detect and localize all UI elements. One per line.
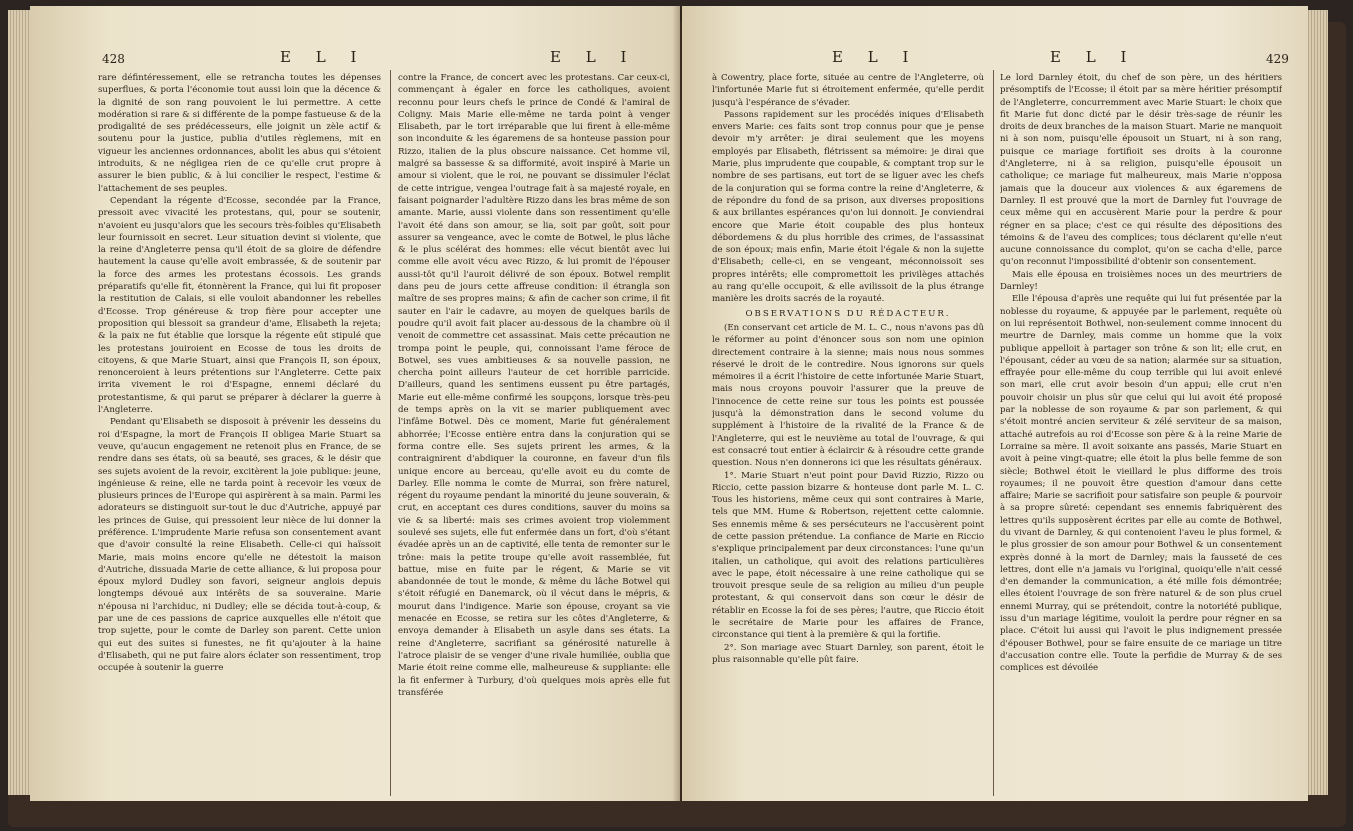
column-rule [993,70,994,796]
text-column-2 [398,72,670,797]
paragraph: Passons rapidement sur les procédés iniques d'Elisabeth envers Marie: ces faits sont trop connus pour que je pense devoir m'y arrêter: je dirai seulement que les moyens employés par Elisabeth, flétrissent sa mémoire: je dirai que Marie, plus imprudente que coupable, & comptant trop sur le nombre de ses partisans, eut tort de se liguer avec les chefs de la conjuration qui se forma contre la reine d'Angleterre, & de répondre du fond de sa prison, aux diverses propositions & aux brillantes espérances qu'on lui donnoit. Je conviendrai encore que Marie étoit coupable des plus honteux débordemens & du plus horrible des crimes, de l'assassinat de son époux; mais enfin, Marie étoit l'égale & non la sujette d'Elisabeth; celle-ci, en se vengeant, méconnoissoit ses propres intérêts; elle compromettoit les privilèges attachés au rang qu'elle occupoit, & elle avilissoit de la plus étrange manière les droits sacrés de la royauté. [712,109,984,305]
paragraph: Cependant la régente d'Ecosse, secondée par la France, pressoit avec vivacité les protestans, qui, pour se soutenir, n'avoient eu jusqu'alors que les secours très-foibles qu'Elisabeth leur fournissoit en secret. Leur situation devint si violente, que la reine d'Angleterre pensa qu'il étoit de sa gloire de défendre hautement la cause qu'elle avoit embrassée, & de soutenir par la force des armes les protestans écossois. Les grands préparatifs qu'elle fit, étonnèrent la France, qui lui fit proposer la restitution de Calais, si elle vouloit abandonner les rebelles d'Ecosse. Trop généreuse & trop fière pour accepter une proposition qui blessoit sa grandeur d'ame, Elisabeth la rejeta; & la paix ne fut établie que lorsque la régente eût stipulé que les protestans jouiroient en Ecosse de tous les droits de citoyens, & que Marie Stuart, ainsi que François II, son époux, renonceroient à leurs prétentions sur l'Angleterre. Cette paix irrita vivement le roi d'Espagne, ennemi déclaré du protestantisme, & qui parut se préparer à déclarer la guerre à l'Angleterre. [98,195,381,416]
paragraph: Elle l'épousa d'après une requête qui lui fut présentée par la noblesse du royaume, & appuyée par le parlement, requête où on lui représentoit Bothwel, non-seulement comme innocent du meurtre de Darnley, mais comme un homme que la voix publique appelloit à partager son trône & son lit; elle crut, en l'épousant, céder au vœu de sa nation; alarmée sur sa situation, effrayée pour elle-même du coup terrible qui lui avoit enlevé son mari, elle crut avoir besoin d'un appui; elle crut n'en pouvoir choisir un plus sûr que celui qui lui avoit été proposé par la noblesse de son royaume & par son parlement, & qui s'étoit montré ancien serviteur & zélé serviteur de sa maison, attaché autrefois au roi d'Ecosse son père & à la reine Marie de Lorraine sa mère. Il avoit soixante ans passés, Marie Stuart en avoit à peine vingt-quatre; elle étoit la plus belle femme de son siècle; Bothwel étoit le vieillard le plus difforme des trois royaumes; il ne pouvoit être question d'amour dans cette affaire; Marie se sacrifioit pour satisfaire son peuple & pourvoir à sa propre sûreté: cependant ses ennemis fabriquèrent des lettres qu'ils supposèrent écrites par elle au comte de Bothwel, du vivant de Darnley, & qui contenoient l'aveu le plus formel, & le plus grossier de son amour pour Bothwel & un consentement exprès donné à la mort de Darnley; mais la fausseté de ces lettres, dont elle n'a jamais vu l'original, quoiqu'elle n'ait cessé d'en demander la communication, a été mille fois démontrée; elles étoient l'ouvrage de son frère naturel & de son plus cruel ennemi Murray, qui se prétendoit, contre la notoriété publique, issu d'un mariage légitime, vouloit la perdre pour régner en sa place. C'étoit lui aussi qui l'avoit le plus indignement pressée d'épouser Bothwel, pour se faire ensuite de ce mariage un titre d'accusation contre elle. Toute la perfidie de Murray & de ses complices est dévoilée [1000,294,1282,674]
paragraph: Le lord Darnley étoit, du chef de son père, un des héritiers présomptifs de l'Ecosse; il étoit par sa mère héritier présomptif de l'Angleterre, concurremment avec Marie Stuart: le choix que fit Marie fut donc dicté par le désir très-sage de réunir les droits de deux branches de la maison Stuart. Marie ne manquoit ni à son nom, puisqu'elle épousoit un Stuart, ni à son rang, puisque ce mariage fortifioit ses droits à la couronne d'Angleterre, ni à sa religion, puisqu'elle épousoit un catholique; ce mariage fut malheureux, mais Marie n'opposa jamais que la douceur aux violences & aux égaremens de Darnley. Il est prouvé que la mort de Darnley fut l'ouvrage de ceux même qui en accusèrent Marie pour la perdre & pour régner en sa place; c'est ce qui résulte des dépositions des témoins & de l'aveu des complices; tous déclarent qu'elle n'eut aucune connoissance du complot, qu'on se cacha d'elle, parce qu'on reconnut l'impossibilité d'obtenir son consentement. [1000,73,1282,268]
page-edges-right [1306,10,1328,795]
running-header: E L I [832,48,919,66]
text-column-1 [98,72,381,797]
paragraph: 1°. Marie Stuart n'eut point pour David Rizzio, Rizzo ou Riccio, cette passion bizarre & honteuse dont parle M. L. C. Tous les historiens, même ceux qui sont contraires à Marie, tels que MM. Hume & Robertson, rejettent cette calomnie. Ses ennemis même & ses persécuteurs ne l'accusèrent point de cette passion prétendue. La confiance de Marie en Riccio s'explique principalement par deux circonstances: l'une qu'un italien, un catholique, qui avoit des relations particulières avec le pape, étoit nécessaire à une reine catholique qui se trouvoit presque seule de sa religion au milieu d'un peuple protestant, & qui conservoit dans son cœur le désir de rétablir en Ecosse la foi de ses pères; l'autre, que Riccio étoit le secrétaire de Marie pour les affaires de France, circonstance qui tient à la première & qui la fortifie. [712,470,984,641]
paragraph: (En conservant cet article de M. L. C., nous n'avons pas dû le réformer au point d'énoncer sous son nom une opinion directement contraire à la sienne; mais nous nous sommes réservé le droit de le contredire. Nous ignorons sur quels mémoires il a écrit l'histoire de cette infortunée Marie Stuart, mais nous croyons pouvoir l'assurer que la preuve de l'innocence de cette reine sur tous les points est poussée jusqu'à la démonstration dans le second volume du supplément à l'histoire de la rivalité de la France & de l'Angleterre, qui est le neuvième au total de l'ouvrage, & qui est consacré tout entier à éclaircir & à résoudre cette grande question. Nous n'en donnerons ici que les résultats généraux. [712,322,984,469]
running-header: E L I [1050,48,1137,66]
page-number: 429 [1266,52,1289,66]
page-number: 428 [102,52,125,66]
paragraph: rare défintéressement, elle se retrancha toutes les dépenses superflues, & porta l'économie tout aussi loin que la décence & la dignité de son rang pouvoient le lui permettre. A cette modération si rare & si différente de la pompe fastueuse & de la prodigalité de ses prédécesseurs, elle joignit un zèle actif & soutenu pour la justice, publia d'utiles règlemens, mit en vigueur les anciennes ordonnances, abolit les abus qui s'étoient introduits, & ne négligea rien de ce qu'elle crut propre à assurer le bien public, & à lui concilier le respect, l'estime & l'attachement de ses peuples. [98,73,381,194]
paragraph: 2°. Son mariage avec Stuart Darnley, son parent, étoit le plus raisonnable qu'elle pût faire. [712,642,984,665]
text-column-1 [712,72,984,797]
right-page [682,6,1308,801]
paragraph: contre la France, de concert avec les protestans. Car ceux-ci, commençant à égaler en force les catholiques, avoient reconnu pour leurs chefs le prince de Condé & l'amiral de Coligny. Mais Marie elle-même ne tarda point à venger Elisabeth, par le tort irréparable que lui firent à elle-même son inconduite & les égaremens de sa honteuse passion pour Rizzo, italien de la plus obscure naissance. Cet homme vil, malgré sa bassesse & sa difformité, avoit inspiré à Marie un amour si violent, que le roi, ne pouvant se dissimuler l'éclat de cette intrigue, vengea l'outrage fait à sa majesté royale, en faisant poignarder l'adultère Rizzo dans les bras même de son amante. Marie, aussi violente dans son ressentiment qu'elle l'avoit été dans son amour, se lia, soit par goût, soit pour assurer sa vengeance, avec le comte de Botwel, le plus lâche & le plus scélérat des hommes: elle vécut bientôt avec lui comme elle avoit vécu avec Rizzo, & lui promit de l'épouser aussi-tôt qu'il l'auroit délivré de son époux. Botwel remplit dans peu de jours cette affreuse condition: il étrangla son maître de ses propres mains; & afin de cacher son crime, il fit sauter en l'air le cadavre, au moyen de quelques barils de poudre qu'il avoit fait placer au-dessous de la chambre où il venoit de commettre cet assassinat. Mais cette précaution ne trompa point le peuple, qui, connoissant l'ame féroce de Botwel, ses vues ambitieuses & sa nouvelle passion, ne chercha point ailleurs l'auteur de cet horrible parricide. D'ailleurs, quand les sentimens eussent pu être partagés, Marie eut elle-même confirmé les soupçons, lorsque très-peu de temps après on la vit se marier publiquement avec l'infâme Botwel. Dès ce moment, Marie fut généralement abhorrée; l'Ecosse entière entra dans la conjuration qui se forma contre elle. Ses sujets prirent les armes, & la contraignirent d'abdiquer la couronne, en faveur d'un fils unique encore au berceau, qu'elle avoit eu du comte de Darley. Elle nomma le comte de Murrai, son frère naturel, régent du royaume pendant la minorité du jeune souverain, & crut, en acceptant ces dures conditions, sauver du moins sa vie & sa liberté: mais ses crimes avoient trop violemment soulevé ses sujets, elle fut enfermée dans un fort, d'où s'étant évadée après un an de captivité, elle tenta de remonter sur le trône: mais la petite troupe qu'elle avoit rassemblée, fut battue, mise en fuite par le régent, & Marie se vit abandonnée de tout le monde, & même du lâche Botwel qui s'étoit réfugié en Danemarck, où il vécut dans le mépris, & mourut dans l'indigence. Marie son épouse, croyant sa vie menacée en Ecosse, se retira sur les côtes d'Angleterre, & envoya demander à Elisabeth un asyle dans ses états. La reine d'Angleterre, sacrifiant sa générosité naturelle à l'atroce plaisir de se venger d'une rivale humiliée, oublia que Marie étoit reine comme elle, malheureuse & suppliante: elle la fit enfermer à Turbury, d'où quelques mois après elle fut transférée [398,73,670,698]
left-page [30,6,680,801]
running-header: E L I [280,48,367,66]
section-heading: OBSERVATIONS DU RÉDACTEUR. [745,308,951,319]
text-column-2 [1000,72,1282,797]
paragraph: Pendant qu'Elisabeth se disposoit à prévenir les desseins du roi d'Espagne, la mort de François II obligea Marie Stuart sa veuve, qu'aucun engagement ne retenoit plus en France, de se rendre dans ses états, où sa beauté, ses graces, & le désir que ses sujets avoient de la revoir, excitèrent la joie publique: jeune, ingénieuse & reine, elle ne tarda point à recevoir les vœux de plusieurs princes de l'Europe qui aspirèrent à sa main. Parmi les adorateurs se distinguoit sur-tout le duc d'Autriche, appuyé par les princes de Guise, qui pressoient leur nièce de lui donner la préférence. L'imprudente Marie refusa son consentement avant que d'avoir consulté la reine Elisabeth. Celle-ci qui haïssoit Marie, mais moins encore qu'elle ne détestoit la maison d'Autriche, dissuada Marie de cette alliance, & lui proposa pour époux mylord Dudley son favori, seigneur anglois depuis longtemps dévoué aux intérêts de sa souveraine. Marie n'épousa ni l'archiduc, ni Dudley; elle se décida tout-à-coup, & par une de ces passions de caprice auxquelles elle n'étoit que trop sujette, pour le comte de Darley son parent. Cette union qui eut des suites si funestes, ne fit qu'ajouter à la haine d'Elisabeth, qui ne put faire alors éclater son ressentiment, trop occupée à soutenir la guerre [98,417,381,674]
paragraph: Mais elle épousa en troisièmes noces un des meurtriers de Darnley! [1000,269,1282,293]
paragraph: à Cowentry, place forte, située au centre de l'Angleterre, où l'infortunée Marie fut si étroitement enfermée, qu'elle perdit jusqu'à l'espérance de s'évader. [712,73,984,108]
running-header: E L I [550,48,637,66]
column-rule [390,70,391,796]
